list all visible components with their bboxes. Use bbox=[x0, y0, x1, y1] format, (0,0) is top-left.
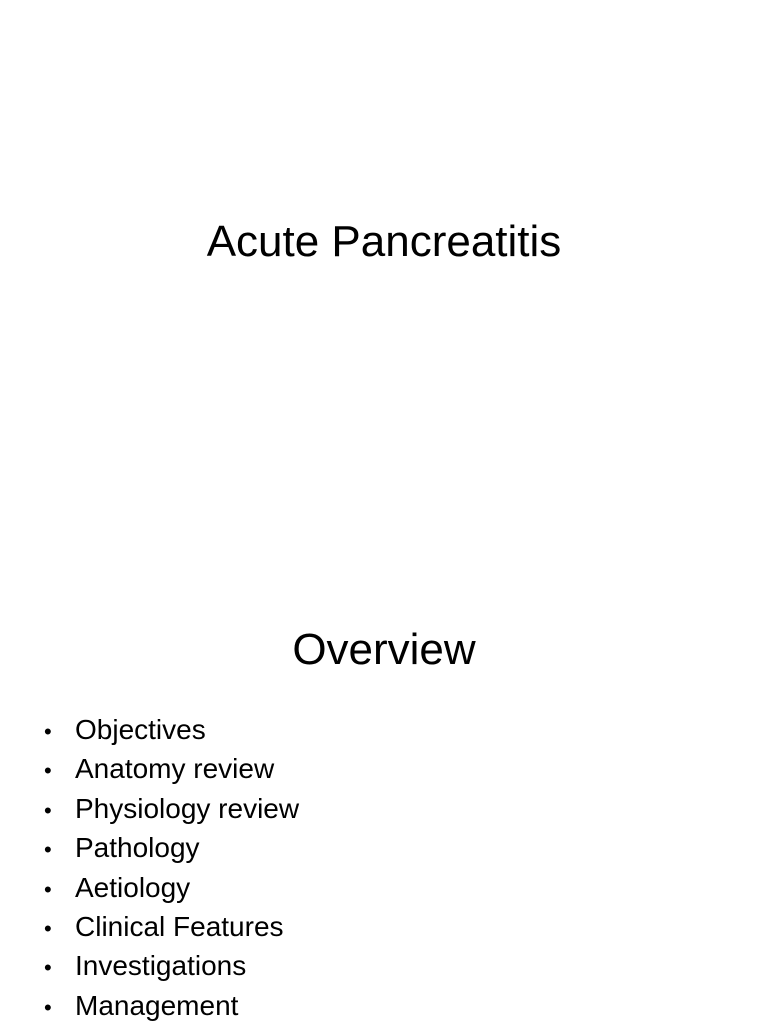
list-item bbox=[44, 749, 299, 788]
list-item-label: Physiology review bbox=[75, 792, 300, 824]
bullet-icon: • bbox=[44, 915, 52, 941]
list-item-label: Clinical Features bbox=[75, 910, 284, 942]
list-item bbox=[44, 710, 299, 749]
slide-title: Overview bbox=[292, 625, 476, 674]
list-item bbox=[44, 828, 299, 867]
list-item bbox=[44, 789, 299, 828]
presentation-title: Acute Pancreatitis bbox=[206, 217, 562, 266]
list-item bbox=[44, 986, 299, 1024]
bullet-icon: • bbox=[44, 955, 52, 981]
list-item bbox=[44, 868, 299, 907]
bullet-icon: • bbox=[44, 758, 52, 784]
bullet-icon: • bbox=[44, 797, 52, 823]
bullet-icon: • bbox=[44, 994, 52, 1020]
bullet-list bbox=[44, 710, 299, 1024]
list-item-label: Objectives bbox=[75, 714, 206, 745]
bullet-icon: • bbox=[44, 719, 52, 744]
list-item bbox=[44, 907, 299, 946]
list-item-label: Anatomy review bbox=[75, 753, 275, 785]
list-item bbox=[44, 946, 299, 985]
bullet-icon: • bbox=[44, 837, 52, 863]
list-item-label: Management bbox=[75, 989, 239, 1021]
list-item-label: Investigations bbox=[75, 950, 247, 982]
list-item-label: Pathology bbox=[75, 832, 200, 864]
list-item-label: Aetiology bbox=[75, 871, 191, 903]
bullet-icon: • bbox=[44, 876, 52, 902]
overview-slide bbox=[0, 590, 768, 1024]
